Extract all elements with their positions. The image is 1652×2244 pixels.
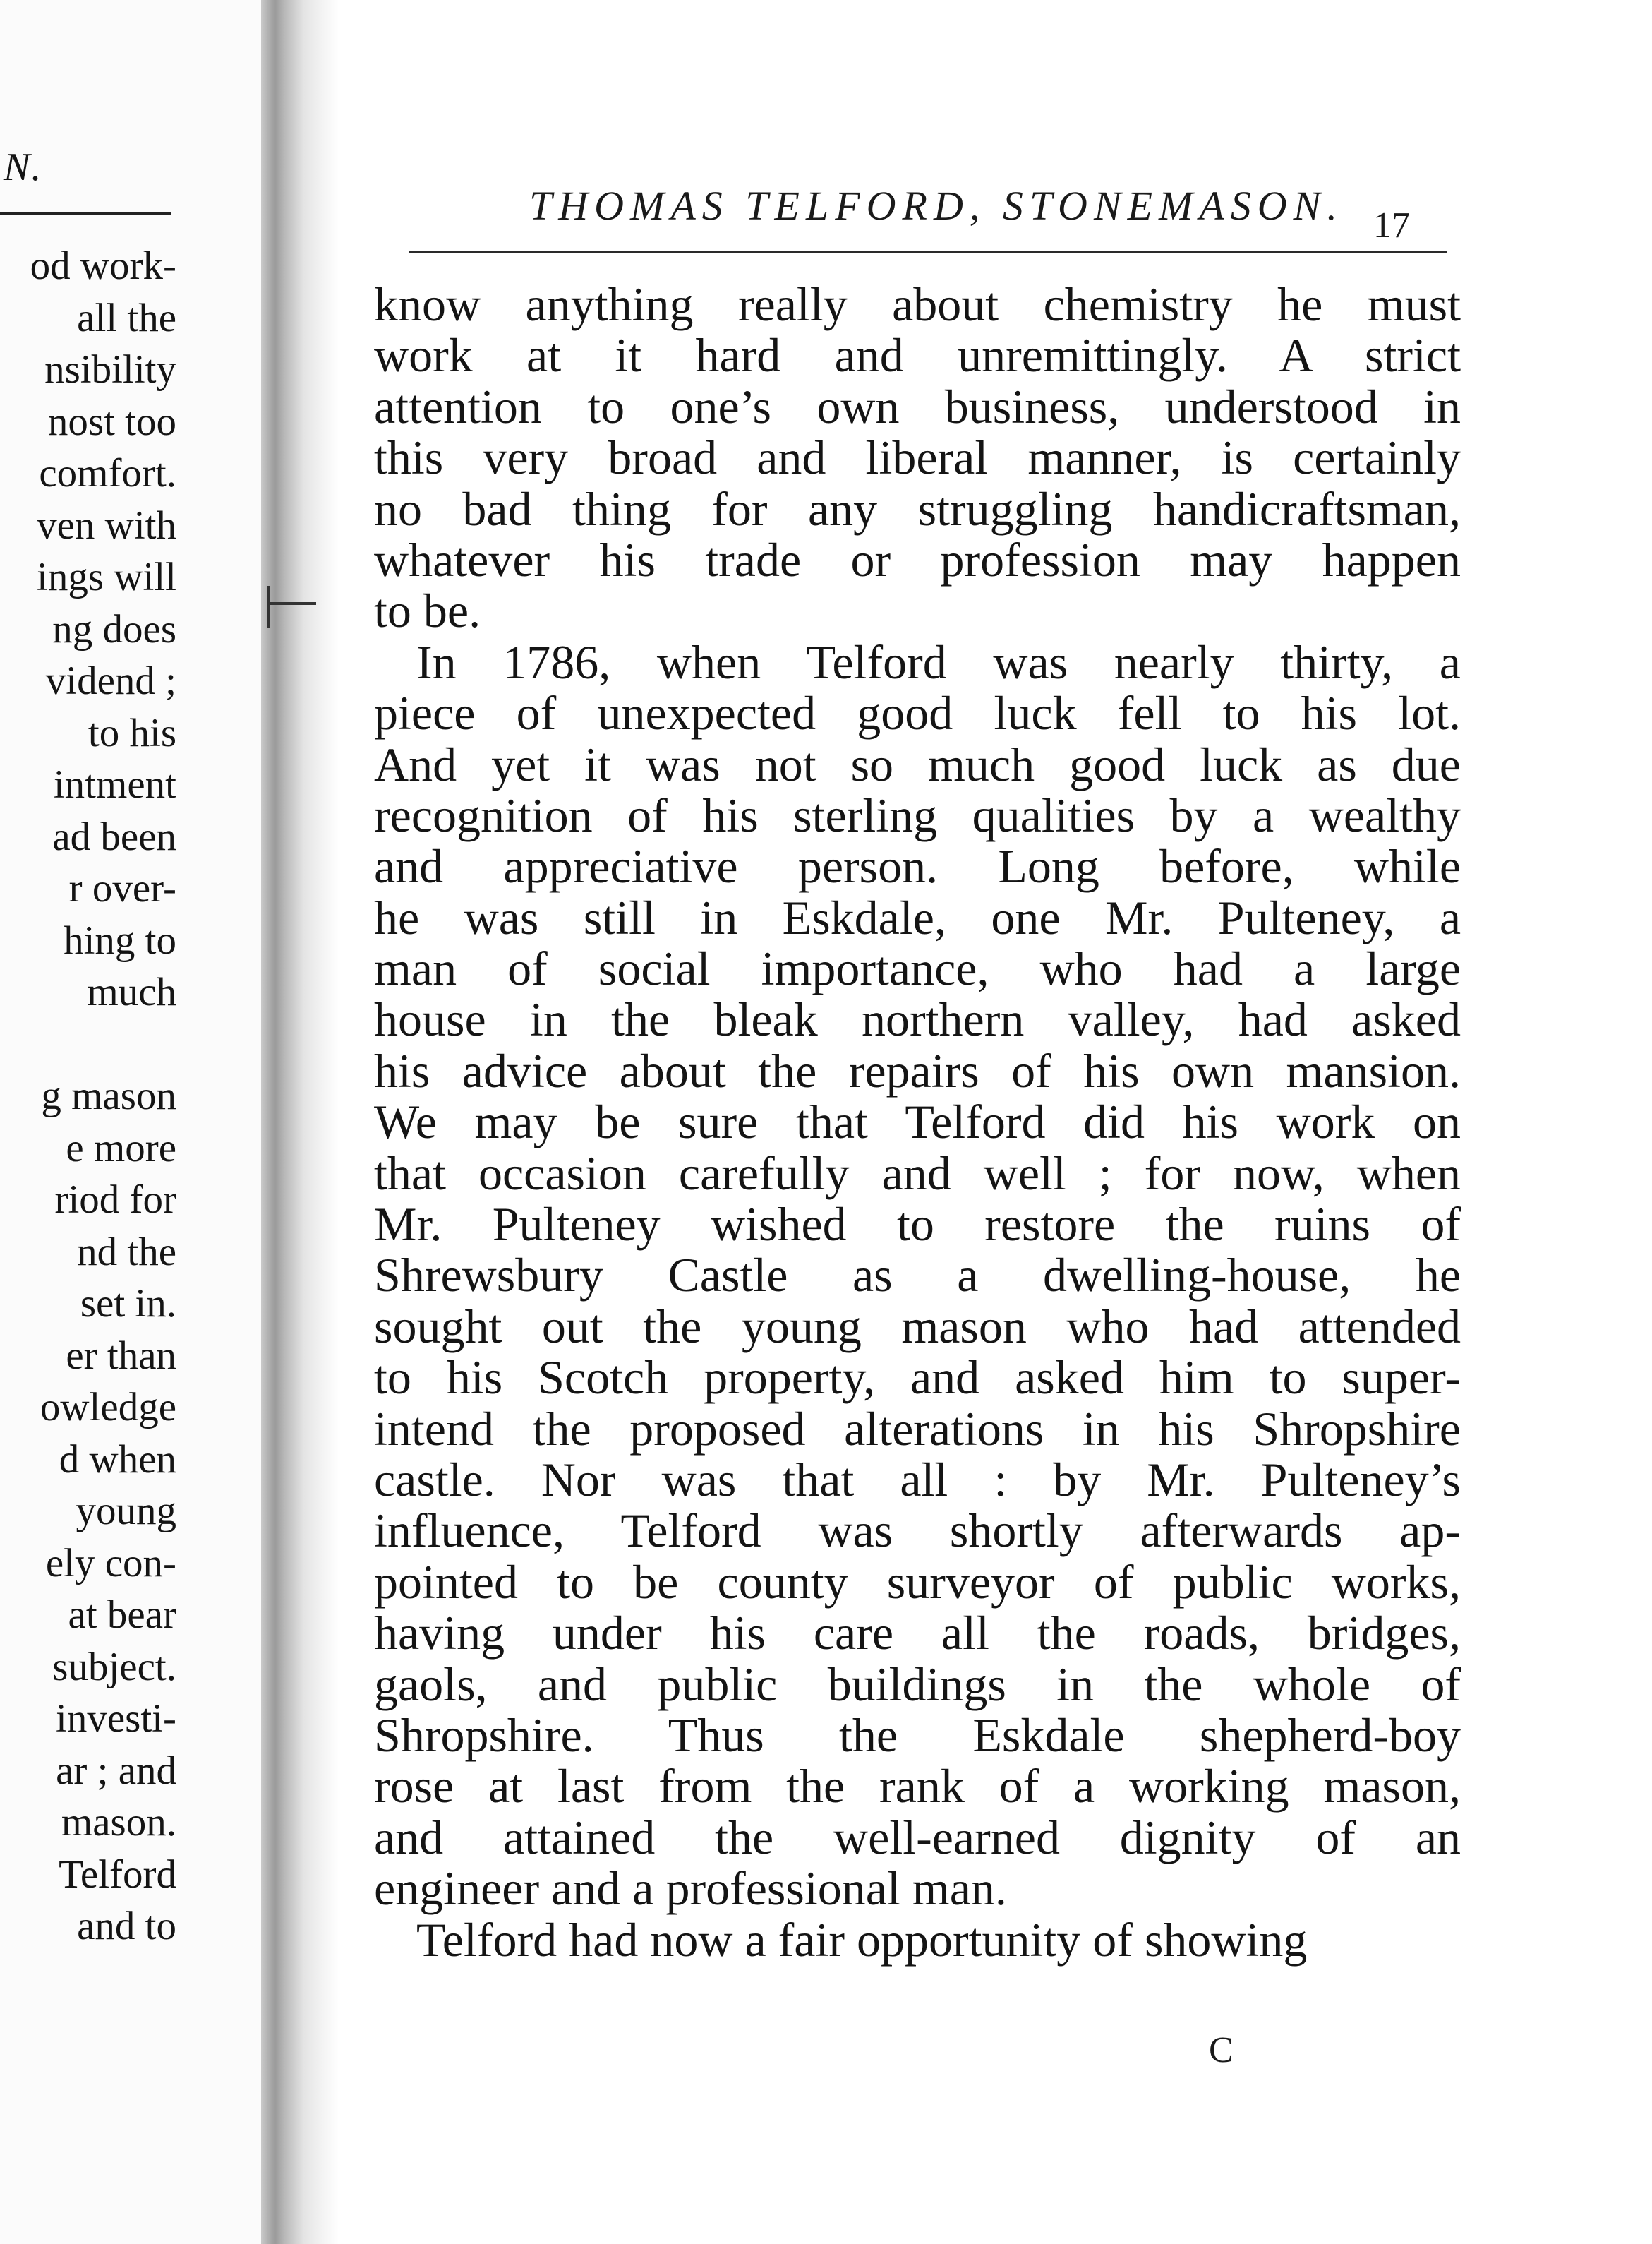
text-line: rose at last from the rank of a working mason, (374, 1759, 1461, 1813)
text-line: Mr. Pulteney wished to restore the ruins of (374, 1197, 1461, 1252)
facing-page-line: young (76, 1489, 176, 1533)
body-text (374, 279, 1461, 1965)
facing-page-line: ven with (37, 503, 176, 548)
facing-page-line: intment (53, 762, 176, 807)
facing-page-line: nost too (47, 399, 176, 444)
text-line: influence, Telford was shortly afterwards ap- (374, 1504, 1461, 1558)
header-rule (409, 251, 1447, 253)
facing-page-line: nsibility (44, 347, 176, 392)
facing-page (0, 0, 261, 2244)
text-line: Telford had now a fair opportunity of showing (416, 1912, 1308, 1967)
page-number: 17 (1373, 205, 1410, 246)
margin-mark-vertical (267, 586, 270, 628)
book-gutter (261, 0, 339, 2244)
facing-page-line (0, 1019, 176, 1071)
text-line: work at it hard and unremittingly. A strict (374, 328, 1461, 383)
text-line: whatever his trade or profession may happen (374, 532, 1461, 587)
running-head: THOMAS TELFORD, STONEMASON. (529, 183, 1344, 229)
text-line: engineer and a professional man. (374, 1861, 1007, 1916)
facing-page-line: subject. (52, 1644, 176, 1689)
text-line: We may be sure that Telford did his work on (374, 1095, 1461, 1149)
facing-page-line: ely con- (45, 1540, 176, 1585)
text-line: know anything really about chemistry he must (374, 277, 1461, 331)
main-page (339, 0, 1652, 2244)
facing-page-line: owledge (40, 1385, 176, 1429)
text-line: to his Scotch property, and asked him to super- (374, 1350, 1461, 1405)
facing-page-line: hing to (64, 918, 176, 963)
text-line: recognition of his sterling qualities by a wealthy (374, 788, 1461, 842)
text-line: to be. (374, 584, 481, 638)
text-line: In 1786, when Telford was nearly thirty, a (416, 635, 1461, 689)
facing-page-line: e more (66, 1125, 176, 1170)
facing-page-line: ar ; and (56, 1748, 176, 1793)
facing-page-line: vidend ; (45, 659, 176, 703)
text-line: Shropshire. Thus the Eskdale shepherd-boy (374, 1708, 1461, 1762)
text-line: man of social importance, who had a large (374, 942, 1461, 996)
text-line: this very broad and liberal manner, is certainly (374, 431, 1461, 485)
text-line: that occasion carefully and well ; for now, when (374, 1146, 1461, 1200)
text-line: attention to one’s own business, understood in (374, 379, 1461, 433)
text-line: no bad thing for any struggling handicraftsman, (374, 481, 1461, 536)
facing-page-line: od work- (30, 244, 176, 288)
facing-page-line: set in. (80, 1281, 176, 1326)
signature-mark: C (1209, 2030, 1234, 2070)
text-line: intend the proposed alterations in his Shropshire (374, 1401, 1461, 1456)
text-line: gaols, and public buildings in the whole of (374, 1657, 1461, 1711)
facing-page-line: at bear (68, 1592, 176, 1637)
facing-page-line: Telford (59, 1852, 176, 1897)
text-line: and attained the well-earned dignity of an (374, 1810, 1461, 1864)
facing-page-line: nd the (77, 1229, 176, 1274)
text-line: castle. Nor was that all : by Mr. Pulteney’s (374, 1452, 1461, 1506)
facing-page-line: investi- (56, 1696, 176, 1741)
facing-page-line: riod for (54, 1177, 176, 1222)
text-line: and appreciative person. Long before, while (374, 839, 1461, 894)
text-line: pointed to be county surveyor of public works, (374, 1554, 1461, 1609)
text-line: his advice about the repairs of his own mansion. (374, 1043, 1461, 1098)
text-line: And yet it was not so much good luck as due (374, 737, 1461, 791)
text-line: Shrewsbury Castle as a dwelling-house, he (374, 1248, 1461, 1302)
text-line: he was still in Eskdale, one Mr. Pulteney, a (374, 890, 1461, 944)
facing-page-line: comfort. (39, 451, 176, 496)
facing-page-line: all the (77, 295, 176, 340)
facing-page-rule (0, 212, 171, 215)
facing-page-line: ings will (37, 555, 176, 599)
facing-page-line: to his (88, 710, 176, 755)
facing-page-line: much (87, 970, 176, 1014)
facing-page-line: d when (59, 1436, 176, 1482)
text-line: house in the bleak northern valley, had asked (374, 992, 1461, 1047)
facing-page-line: and to (77, 1904, 176, 1948)
text-line: having under his care all the roads, bridges, (374, 1606, 1461, 1660)
facing-page-line: g mason (41, 1074, 176, 1118)
facing-page-line: ng does (52, 606, 176, 652)
text-line: sought out the young mason who had attended (374, 1299, 1461, 1353)
margin-mark (267, 602, 316, 605)
facing-page-line: r over- (68, 866, 176, 911)
facing-page-line: er than (66, 1333, 176, 1378)
facing-page-line: mason. (61, 1800, 176, 1844)
facing-page-text (0, 240, 176, 1952)
text-line: piece of unexpected good luck fell to his lot. (374, 686, 1461, 740)
facing-page-line: ad been (52, 814, 176, 859)
facing-page-header: N. (4, 145, 43, 189)
